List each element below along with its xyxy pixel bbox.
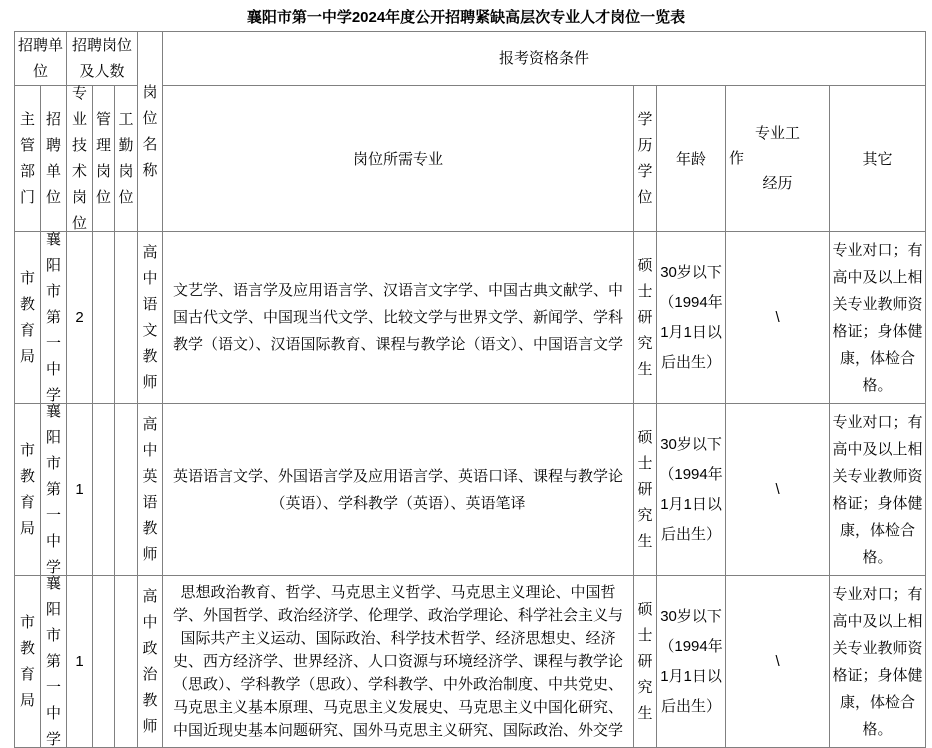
post-name-value: 高 中 政 治 教 师 bbox=[142, 588, 158, 735]
header-qualifications-group: 报考资格条件 bbox=[163, 32, 926, 86]
job-positions-table bbox=[14, 31, 926, 748]
cell-age: 30岁以下（1994年1月1日以后出生） bbox=[657, 576, 726, 748]
cell-labor-count bbox=[115, 404, 138, 576]
cell-experience: \ bbox=[726, 404, 830, 576]
cell-tech-count: 1 bbox=[67, 576, 93, 748]
cell-degree bbox=[634, 232, 657, 404]
cell-degree bbox=[634, 576, 657, 748]
cell-degree bbox=[634, 404, 657, 576]
cell-post-name bbox=[138, 404, 163, 576]
cell-experience: \ bbox=[726, 232, 830, 404]
table-row-politics-teacher bbox=[15, 576, 926, 748]
unit-value: 襄 阳 市 第 一 中 学 bbox=[46, 403, 62, 576]
table-body bbox=[15, 232, 926, 748]
header-row-groups bbox=[15, 32, 926, 86]
cell-majors: 文艺学、语言学及应用语言学、汉语言文字学、中国古典文献学、中国古代文学、中国现当代文学、比较文学与世界文学、新闻学、学科教学（语文）、汉语国际教育、课程与教学论（语文）、中国语言文学 bbox=[163, 232, 634, 404]
header-unit-label: 招 聘 单 位 bbox=[46, 111, 62, 206]
table-row-english-teacher bbox=[15, 404, 926, 576]
degree-value: 硕 士 研 究 生 bbox=[637, 429, 653, 550]
header-post-name-label: 岗 位 名 称 bbox=[142, 84, 158, 179]
post-name-value: 高 中 英 语 教 师 bbox=[142, 416, 158, 563]
dept-value: 市 教 育 局 bbox=[19, 442, 35, 537]
header-mgmt-post bbox=[93, 86, 115, 232]
header-labor-post-label: 工 勤 岗 位 bbox=[118, 111, 134, 206]
cell-experience: \ bbox=[726, 576, 830, 748]
header-tech-post bbox=[67, 86, 93, 232]
header-unit bbox=[41, 86, 67, 232]
header-work-experience bbox=[726, 86, 830, 232]
table-header bbox=[15, 32, 926, 232]
unit-value: 襄 阳 市 第 一 中 学 bbox=[46, 575, 62, 748]
cell-tech-count: 2 bbox=[67, 232, 93, 404]
post-name-value: 高 中 语 文 教 师 bbox=[142, 244, 158, 391]
cell-dept bbox=[15, 232, 41, 404]
header-posts-count-group: 招聘岗位及人数 bbox=[67, 32, 138, 86]
cell-other: 专业对口；有高中及以上相关专业教师资格证；身体健康，体检合格。 bbox=[830, 576, 926, 748]
header-other: 其它 bbox=[830, 86, 926, 232]
dept-value: 市 教 育 局 bbox=[19, 270, 35, 365]
header-degree bbox=[634, 86, 657, 232]
page-title: 襄阳市第一中学2024年度公开招聘紧缺高层次专业人才岗位一览表 bbox=[246, 9, 686, 26]
header-dept bbox=[15, 86, 41, 232]
header-mgmt-post-label: 管 理 岗 位 bbox=[96, 111, 112, 206]
header-dept-label: 主 管 部 门 bbox=[19, 111, 35, 206]
header-work-experience-line3: 经历 bbox=[762, 175, 793, 192]
cell-unit bbox=[41, 404, 67, 576]
dept-value: 市 教 育 局 bbox=[19, 614, 35, 709]
cell-other: 专业对口；有高中及以上相关专业教师资格证；身体健康，体检合格。 bbox=[830, 232, 926, 404]
cell-mgmt-count bbox=[93, 232, 115, 404]
cell-post-name bbox=[138, 576, 163, 748]
cell-unit bbox=[41, 576, 67, 748]
unit-value: 襄 阳 市 第 一 中 学 bbox=[46, 231, 62, 404]
table-row-chinese-teacher bbox=[15, 232, 926, 404]
cell-other: 专业对口；有高中及以上相关专业教师资格证；身体健康，体检合格。 bbox=[830, 404, 926, 576]
cell-labor-count bbox=[115, 232, 138, 404]
cell-majors: 英语语言文学、外国语言学及应用语言学、英语口译、课程与教学论（英语）、学科教学（英语）、英语笔译 bbox=[163, 404, 634, 576]
cell-dept bbox=[15, 404, 41, 576]
cell-labor-count bbox=[115, 576, 138, 748]
cell-age: 30岁以下（1994年1月1日以后出生） bbox=[657, 404, 726, 576]
header-recruit-unit-group: 招聘单位 bbox=[15, 32, 67, 86]
cell-tech-count: 1 bbox=[67, 404, 93, 576]
header-degree-label: 学 历 学 位 bbox=[637, 111, 653, 206]
cell-mgmt-count bbox=[93, 404, 115, 576]
cell-age: 30岁以下（1994年1月1日以后出生） bbox=[657, 232, 726, 404]
header-labor-post bbox=[115, 86, 138, 232]
header-majors: 岗位所需专业 bbox=[163, 86, 634, 232]
degree-value: 硕 士 研 究 生 bbox=[637, 257, 653, 378]
cell-unit bbox=[41, 232, 67, 404]
cell-post-name bbox=[138, 232, 163, 404]
header-work-experience-line1: 专业工 bbox=[755, 125, 801, 142]
header-work-experience-line2: 作 bbox=[729, 150, 745, 167]
cell-majors: 思想政治教育、哲学、马克思主义哲学、马克思主义理论、中国哲学、外国哲学、政治经济学、伦理学、政治学理论、科学社会主义与国际共产主义运动、国际政治、科学技术哲学、经济思想史、经济史、西方经济学、世界经济、人口资源与环境经济学、课程与教学论（思政）、学科教学（思政）、学科教学、中外政治制度、中共党史、马克思主义基本原理、马克思主义发展史、马克思主义中国化研究、中国近现史基本问题研究、国外马克思主义研究、国际政治、外交学 bbox=[163, 576, 634, 748]
degree-value: 硕 士 研 究 生 bbox=[637, 601, 653, 722]
header-post-name bbox=[138, 32, 163, 232]
cell-dept bbox=[15, 576, 41, 748]
cell-mgmt-count bbox=[93, 576, 115, 748]
header-tech-post-label: 专 业 技 术 岗 位 bbox=[72, 85, 88, 232]
header-age: 年龄 bbox=[657, 86, 726, 232]
